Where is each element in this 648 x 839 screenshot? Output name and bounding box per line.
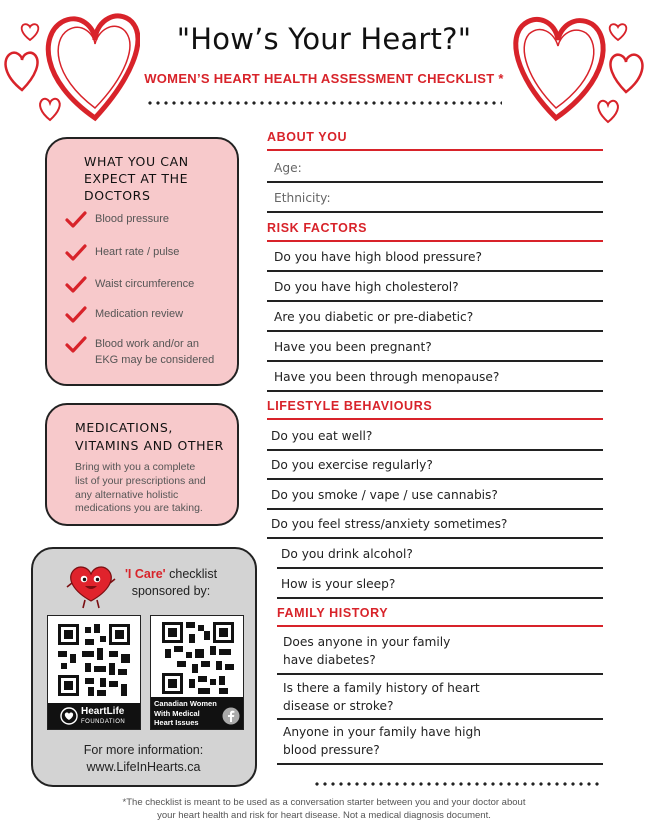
canadian-women-label-bar: Canadian Women With Medical Heart Issues bbox=[151, 697, 243, 729]
page-title: "How’s Your Heart?" bbox=[176, 22, 472, 56]
lifestyle-question-eat: Do you eat well? bbox=[271, 429, 373, 443]
expect-at-doctors-panel bbox=[45, 137, 239, 386]
family-question-blood-pressure: Anyone in your family have high blood pressure? bbox=[283, 725, 481, 757]
about-you-underline bbox=[267, 149, 603, 151]
family-history-heading: FAMILY HISTORY bbox=[277, 606, 389, 620]
heartlife-logo-icon bbox=[60, 707, 78, 725]
ethnicity-field-line[interactable] bbox=[267, 211, 603, 213]
lifestyle-question-alcohol: Do you drink alcohol? bbox=[281, 547, 413, 561]
page-subtitle: WOMEN’S HEART HEALTH ASSESSMENT CHECKLIST * bbox=[144, 71, 504, 86]
qr-code-icon bbox=[58, 624, 130, 696]
expect-item-waist: Waist circumference bbox=[65, 276, 194, 294]
answer-line[interactable] bbox=[267, 360, 603, 362]
heartlife-logo-text: HeartLife FOUNDATION bbox=[81, 706, 126, 725]
checkmark-icon bbox=[65, 244, 87, 262]
answer-line[interactable] bbox=[267, 390, 603, 392]
sponsor-panel bbox=[31, 547, 257, 787]
checkmark-icon bbox=[65, 306, 87, 324]
sponsor-label: 'I Care' checklist bbox=[124, 567, 218, 581]
lifestyle-question-stress: Do you feel stress/anxiety sometimes? bbox=[271, 517, 508, 531]
risk-factors-heading: RISK FACTORS bbox=[267, 221, 368, 235]
answer-line[interactable] bbox=[267, 508, 603, 510]
lifestyle-question-exercise: Do you exercise regularly? bbox=[271, 458, 433, 472]
family-question-heart-disease: Is there a family history of heart disease or stroke? bbox=[283, 681, 480, 713]
answer-line[interactable] bbox=[277, 763, 603, 765]
top-dotted-divider bbox=[146, 101, 502, 105]
answer-line[interactable] bbox=[267, 449, 603, 451]
bottom-dotted-divider bbox=[313, 782, 603, 786]
decorative-hearts-left-icon bbox=[0, 0, 140, 125]
checkmark-icon bbox=[65, 211, 87, 229]
answer-line[interactable] bbox=[267, 478, 603, 480]
expect-panel-title: WHAT YOU CAN EXPECT AT THE DOCTORS bbox=[84, 154, 189, 203]
medications-panel-text: Bring with you a complete list of your prescriptions and any alternative holistic medications you are taking. bbox=[75, 461, 206, 515]
sponsor-label-line2: sponsored by: bbox=[131, 584, 211, 598]
family-question-diabetes: Does anyone in your family have diabetes? bbox=[283, 635, 451, 667]
lifestyle-question-smoke: Do you smoke / vape / use cannabis? bbox=[271, 488, 498, 502]
answer-line[interactable] bbox=[277, 718, 603, 720]
expect-item-bloodwork: Blood work and/or an EKG may be considered bbox=[65, 336, 214, 368]
qr-code-icon bbox=[162, 622, 234, 694]
heart-mascot-icon bbox=[65, 561, 117, 613]
heartlife-qr-card[interactable] bbox=[47, 615, 141, 730]
heartlife-logo-bar bbox=[48, 703, 140, 729]
expect-item-blood-pressure: Blood pressure bbox=[65, 211, 169, 229]
more-info-label: For more information: bbox=[83, 743, 204, 757]
about-you-heading: ABOUT YOU bbox=[267, 130, 348, 144]
ethnicity-field-label: Ethnicity: bbox=[274, 191, 331, 205]
risk-question-diabetic: Are you diabetic or pre-diabetic? bbox=[274, 310, 474, 324]
answer-line[interactable] bbox=[267, 270, 603, 272]
website-link[interactable]: www.LifeInHearts.ca bbox=[86, 760, 201, 774]
expect-item-heart-rate: Heart rate / pulse bbox=[65, 244, 179, 262]
decorative-hearts-right-icon bbox=[508, 0, 648, 125]
answer-line[interactable] bbox=[267, 300, 603, 302]
expect-item-medication: Medication review bbox=[65, 306, 183, 324]
risk-question-cholesterol: Do you have high cholesterol? bbox=[274, 280, 459, 294]
canadian-women-qr-card[interactable] bbox=[150, 615, 244, 730]
footnote: *The checklist is meant to be used as a conversation starter between you and your doctor about your heart health and risk for heart disease. Not a medical diagnosis document. bbox=[122, 797, 526, 821]
answer-line[interactable] bbox=[277, 567, 603, 569]
facebook-icon bbox=[222, 707, 240, 725]
checkmark-icon bbox=[65, 276, 87, 294]
answer-line[interactable] bbox=[267, 537, 603, 539]
risk-question-menopause: Have you been through menopause? bbox=[274, 370, 500, 384]
medications-panel bbox=[45, 403, 239, 526]
answer-line[interactable] bbox=[277, 673, 603, 675]
family-history-underline bbox=[277, 625, 603, 627]
answer-line[interactable] bbox=[267, 330, 603, 332]
lifestyle-question-sleep: How is your sleep? bbox=[281, 577, 396, 591]
checkmark-icon bbox=[65, 336, 87, 354]
medications-panel-title: MEDICATIONS, VITAMINS AND OTHER bbox=[75, 420, 224, 453]
lifestyle-underline bbox=[267, 418, 603, 420]
answer-line[interactable] bbox=[277, 597, 603, 599]
lifestyle-heading: LIFESTYLE BEHAVIOURS bbox=[267, 399, 433, 413]
risk-question-pregnant: Have you been pregnant? bbox=[274, 340, 432, 354]
risk-factors-underline bbox=[267, 240, 603, 242]
risk-question-blood-pressure: Do you have high blood pressure? bbox=[274, 250, 482, 264]
age-field-line[interactable] bbox=[267, 181, 603, 183]
age-field-label: Age: bbox=[274, 161, 302, 175]
